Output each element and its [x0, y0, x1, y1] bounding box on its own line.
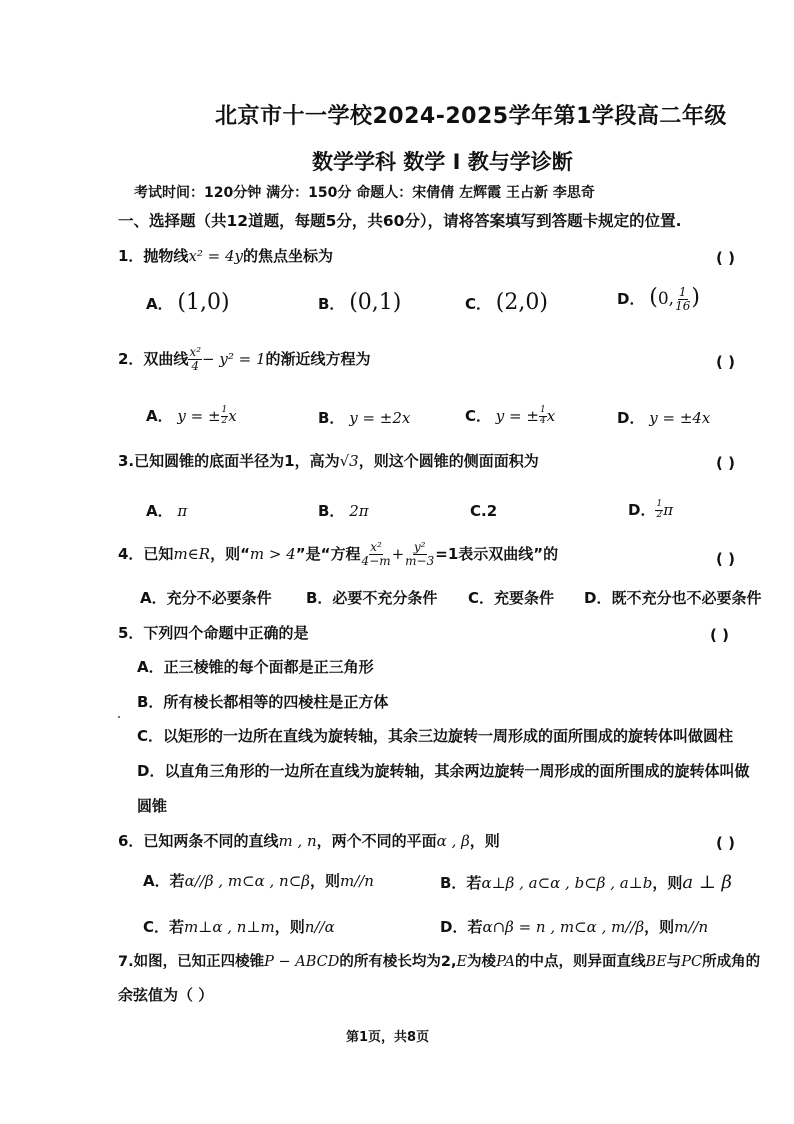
- q2-answer-paren: ( ): [716, 353, 735, 371]
- q6-b-mid: ，则: [652, 874, 683, 892]
- q1-d-den: 16: [675, 299, 691, 314]
- q1-b-value: (0,1): [349, 290, 402, 315]
- q2-c-x: x: [546, 406, 556, 425]
- q7-line-be: BE: [645, 954, 667, 970]
- q2-c-math: y = ±: [495, 406, 539, 425]
- q3-stem-post: ，则这个圆锥的侧面面积为: [358, 452, 539, 470]
- q6-lines: m , n: [278, 832, 317, 850]
- q3-d-den: 2: [656, 509, 663, 520]
- q2-frac-den: 4: [191, 359, 200, 374]
- q6-planes: α , β: [436, 832, 470, 850]
- q3-option-a: [146, 504, 187, 519]
- section-heading: 一、选择题（共12道题，每题5分，共60分），请将答案填写到答题卡规定的位置.: [118, 212, 682, 230]
- q2-b-math: y = ±2x: [349, 409, 411, 427]
- q2-b-label: B．: [318, 409, 345, 427]
- q6-stem-mid: ，两个不同的平面: [316, 832, 437, 850]
- q6-a-math: α//β , m⊂α , n⊂β: [184, 872, 310, 890]
- question-5-stem: 5．下列四个命题中正确的是: [118, 624, 309, 642]
- question-7-line2: 余弦值为（ ）: [118, 986, 214, 1004]
- q3-a-value: π: [177, 502, 188, 520]
- q4-stem-mid: ，则“: [210, 545, 250, 564]
- q1-d-value: 0,: [657, 289, 675, 310]
- q1-stem-post: 的焦点坐标为: [243, 247, 334, 265]
- q6-option-b: [440, 874, 732, 892]
- q5-option-a: A．正三棱锥的每个面都是正三角形: [137, 658, 374, 676]
- q7-point-e: E: [456, 954, 468, 970]
- q2-a-den: 2: [221, 415, 228, 426]
- q2-a-num: 1: [221, 405, 228, 415]
- q1-d-label: D．: [617, 290, 645, 309]
- q3-d-num: 1: [656, 499, 663, 509]
- q6-d-math-2: m//n: [674, 918, 709, 936]
- q1-formula: x² = 4y: [188, 247, 244, 265]
- q6-answer-paren: ( ): [716, 834, 735, 852]
- question-7-stem: [118, 955, 760, 970]
- q1-option-a: [146, 292, 230, 314]
- q6-d-mid: ，则: [644, 918, 675, 936]
- q1-d-fraction: [674, 286, 691, 313]
- q2-frac-num: x²: [189, 345, 202, 359]
- q7-mid2: 为棱: [467, 954, 497, 970]
- q4-f2-den: m−3: [405, 554, 435, 569]
- q2-c-label: C．: [465, 406, 492, 425]
- q1-a-value: (1,0): [177, 290, 230, 315]
- q4-option-a: A．充分不必要条件: [140, 589, 272, 607]
- q4-stem-end: =1表示双曲线”的: [435, 545, 559, 564]
- q6-c-math: m⊥α , n⊥m: [184, 918, 275, 936]
- q2-a-math: y = ±: [177, 406, 221, 425]
- q2-formula: − y² = 1: [202, 350, 266, 369]
- q6-c-mid: ，则: [274, 918, 305, 936]
- q5-option-c: C．以矩形的一边所在直线为旋转轴，其余三边旋转一周形成的面所围成的旋转体叫做圆柱: [137, 727, 734, 745]
- q6-option-c: [143, 920, 335, 935]
- question-6-stem: [118, 834, 500, 849]
- q6-c-math-2: n//α: [304, 918, 335, 936]
- question-2-stem: [118, 346, 371, 373]
- q4-f2-num: y²: [413, 540, 426, 554]
- q4-option-b: B．必要不充分条件: [306, 589, 438, 607]
- q4-option-d: D．既不充分也不必要条件: [584, 589, 762, 607]
- q4-answer-paren: ( ): [716, 550, 735, 568]
- q1-a-label: A．: [146, 295, 173, 313]
- q6-d-pre: D．若: [440, 918, 483, 936]
- q6-stem-pre: 6．已知两条不同的直线: [118, 832, 279, 850]
- q4-f1-num: x²: [370, 540, 382, 554]
- q2-c-den: 4: [539, 415, 546, 426]
- q2-d-label: D．: [617, 409, 645, 427]
- q1-b-label: B．: [318, 295, 345, 313]
- q1-option-d: D． (0, $\frac{1}{16}$ ): [617, 285, 700, 314]
- q6-a-pre: A．若: [143, 872, 185, 890]
- q7-pre: 7.如图，已知正四棱锥: [118, 954, 265, 970]
- q5-option-d: D．以直角三角形的一边所在直线为旋转轴，其余两边旋转一周形成的面所围成的旋转体叫做: [137, 762, 750, 780]
- q3-option-b: [318, 504, 369, 519]
- q4-stem-pre: 4．已知: [118, 545, 174, 564]
- q2-stem-post: 的渐近线方程为: [265, 350, 371, 369]
- q4-option-c: C．充要条件: [468, 589, 555, 607]
- q5-answer-paren: ( ): [710, 626, 729, 644]
- scan-speck: [118, 716, 120, 718]
- exam-title: 北京市十一学校2024-2025学年第1学段高二年级: [215, 104, 727, 129]
- q3-d-pi: π: [663, 500, 674, 519]
- q3-answer-paren: ( ): [716, 454, 735, 472]
- q7-edge-pa: PA: [496, 954, 515, 970]
- q2-option-c: [465, 406, 555, 427]
- q7-pyramid: P − ABCD: [264, 954, 340, 970]
- q2-c-fraction: [539, 406, 547, 427]
- q6-c-pre: C．若: [143, 918, 185, 936]
- q2-option-d: [617, 411, 710, 426]
- q7-mid: 的所有棱长均为2,: [339, 954, 457, 970]
- q3-formula: √3: [339, 452, 359, 470]
- q2-option-b: [318, 411, 410, 426]
- q4-plus: +: [391, 545, 405, 564]
- q3-option-d: [628, 500, 673, 521]
- q7-mid4: 与: [666, 954, 682, 970]
- q4-f1-den: 4−m: [361, 554, 391, 569]
- q1-d-num: 1: [678, 285, 687, 299]
- q1-option-c: [465, 292, 548, 314]
- q5-option-d-continued: 圆锥: [137, 797, 168, 815]
- q1-answer-paren: ( ): [716, 249, 735, 267]
- q2-fraction: [188, 346, 202, 373]
- q1-c-value: (2,0): [495, 290, 548, 315]
- q2-a-label: A．: [146, 406, 173, 425]
- q6-d-math: α∩β = n , m⊂α , m//β: [482, 918, 645, 936]
- q2-option-a: [146, 406, 237, 427]
- question-4-stem: [118, 541, 558, 568]
- q7-end: 所成角的: [702, 954, 761, 970]
- page-footer: 第1页，共8页: [346, 1030, 430, 1045]
- q6-a-mid: ，则: [309, 872, 340, 890]
- q6-a-math-2: m//n: [339, 872, 374, 890]
- q3-option-c: C.2: [470, 502, 498, 520]
- q7-mid3: 的中点，则异面直线: [514, 954, 646, 970]
- q4-formula-1: m∈R: [173, 545, 211, 564]
- question-3-stem: [118, 454, 539, 469]
- question-1-stem: [118, 249, 333, 264]
- q6-b-pre: B．若: [440, 874, 482, 892]
- q1-stem-pre: 1．抛物线: [118, 247, 189, 265]
- q4-stem-mid2: ”是“方程: [295, 545, 361, 564]
- q2-c-num: 1: [539, 405, 546, 415]
- q4-fraction-1: [361, 541, 392, 568]
- q4-fraction-2: [404, 541, 435, 568]
- exam-info: 考试时间：120分钟 满分：150分 命题人：宋倩倩 左辉霞 王占新 李思奇: [134, 185, 595, 201]
- q3-b-label: B．: [318, 502, 345, 520]
- q7-line-pc: PC: [681, 954, 703, 970]
- q3-stem-pre: 3.已知圆锥的底面半径为1，高为: [118, 452, 340, 470]
- q6-option-a: [143, 874, 374, 889]
- q3-b-value: 2π: [349, 502, 369, 520]
- q6-b-math-2: a ⊥ β: [682, 872, 732, 893]
- q6-b-math: α⊥β , a⊂α , b⊂β , a⊥b: [481, 874, 653, 892]
- q6-stem-post: ，则: [469, 832, 500, 850]
- q3-d-label: D．: [628, 500, 656, 519]
- q5-option-b: B．所有棱长都相等的四棱柱是正方体: [137, 693, 389, 711]
- q4-formula-2: m > 4: [249, 545, 296, 564]
- q1-option-b: [318, 292, 401, 314]
- q2-d-math: y = ±4x: [649, 409, 711, 427]
- q1-c-label: C．: [465, 295, 492, 313]
- q3-a-label: A．: [146, 502, 173, 520]
- exam-subtitle: 数学学科 数学 I 教与学诊断: [312, 150, 573, 174]
- q2-stem-pre: 2．双曲线: [118, 350, 189, 369]
- q2-a-x: x: [228, 406, 237, 425]
- q6-option-d: [440, 920, 708, 935]
